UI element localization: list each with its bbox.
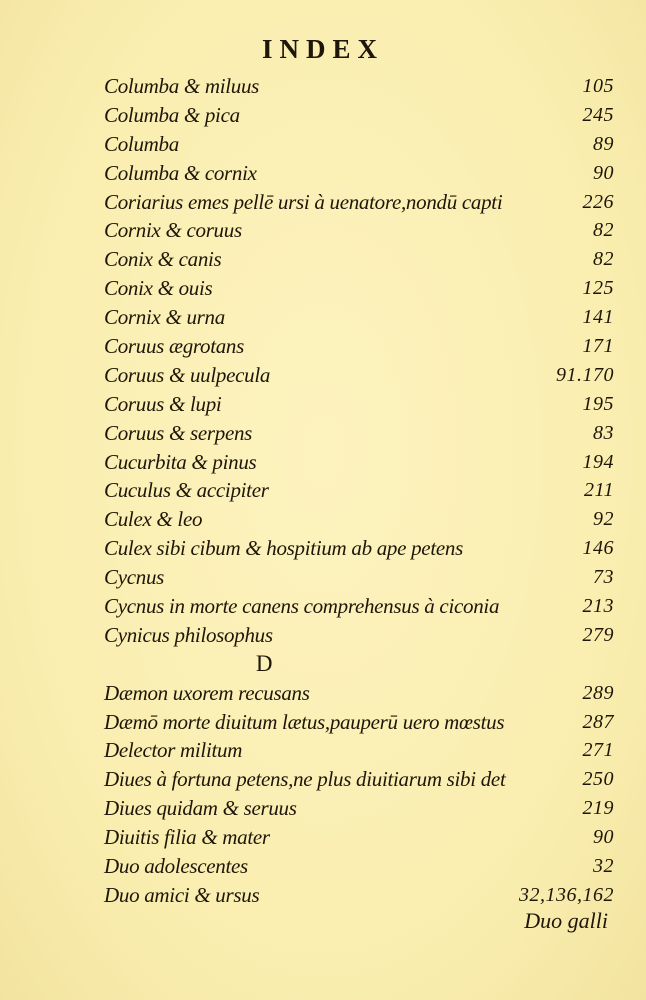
entry-page: 82 xyxy=(593,248,614,271)
index-entry xyxy=(104,476,614,505)
index-entry xyxy=(104,852,614,881)
entry-page: 32,136,162 xyxy=(519,883,614,906)
entry-page: 89 xyxy=(593,132,614,155)
entry-text: Duo amici & ursus xyxy=(104,882,260,907)
index-entry xyxy=(104,72,614,101)
entry-page: 171 xyxy=(582,335,614,358)
entry-text: Conix & canis xyxy=(104,247,222,272)
section-letter-row xyxy=(104,650,614,679)
entry-page: 213 xyxy=(582,595,614,618)
entry-text: Columba & cornix xyxy=(104,160,257,185)
index-entry xyxy=(104,621,614,650)
entry-text: Columba & miluus xyxy=(104,74,260,98)
index-entry xyxy=(104,563,614,592)
index-entry xyxy=(104,823,614,852)
entry-text: Coruus ægrotans xyxy=(104,334,245,359)
entry-text: Coruus & serpens xyxy=(104,420,253,445)
index-entry xyxy=(104,188,614,217)
entry-text: Diues quidam & seruus xyxy=(104,796,297,821)
index-entry xyxy=(104,361,614,390)
index-entry xyxy=(104,390,614,419)
entry-page: 32 xyxy=(593,855,614,878)
index-entry xyxy=(104,216,614,245)
index-entry xyxy=(104,534,614,563)
entry-page: 83 xyxy=(593,421,614,444)
entry-page: 105 xyxy=(582,75,614,97)
index-entry xyxy=(104,130,614,159)
entry-page: 73 xyxy=(593,566,614,589)
page-header: INDEX xyxy=(261,34,384,64)
entry-text: Columba & pica xyxy=(104,102,240,127)
entry-text: Duo adolescentes xyxy=(104,854,248,879)
entry-text: Cycnus in morte canens comprehensus à ciconia xyxy=(104,594,500,619)
index-entry xyxy=(104,159,614,188)
entry-page: 245 xyxy=(582,103,614,126)
index-entry xyxy=(104,101,614,130)
entry-page: 125 xyxy=(582,277,614,300)
entry-page: 194 xyxy=(582,450,614,473)
entry-page: 92 xyxy=(593,508,614,531)
entry-text: Dæmō morte diuitum lætus,pauperū uero mœstus xyxy=(104,709,505,734)
entry-page: 287 xyxy=(582,710,614,733)
entry-page: 91.170 xyxy=(556,363,614,386)
entry-text: Coriarius emes pellē ursi à uenatore,nondū capti xyxy=(104,189,503,214)
catchword: Duo galli xyxy=(524,908,608,933)
index-entry xyxy=(104,332,614,361)
index-entry xyxy=(104,245,614,274)
entry-page: 146 xyxy=(582,537,614,560)
entry-text: Delector militum xyxy=(104,738,243,763)
index-entry xyxy=(104,708,614,737)
index-entry xyxy=(104,736,614,765)
entry-page: 250 xyxy=(582,768,614,791)
entry-text: Coruus & uulpecula xyxy=(104,362,271,387)
entry-page: 279 xyxy=(582,623,614,646)
entry-page: 82 xyxy=(593,219,614,242)
entry-text: Conix & ouis xyxy=(104,276,213,301)
index-entry xyxy=(104,765,614,794)
index-entry xyxy=(104,679,614,708)
entry-text: Cucurbita & pinus xyxy=(104,449,257,474)
entry-page: 141 xyxy=(582,306,614,329)
index-entry xyxy=(104,419,614,448)
entry-text: Dæmon uxorem recusans xyxy=(104,680,310,705)
entry-page: 195 xyxy=(582,392,614,415)
entry-text: Cuculus & accipiter xyxy=(104,478,269,503)
index-entry xyxy=(104,794,614,823)
section-letter: D xyxy=(255,650,273,676)
index-entry xyxy=(104,274,614,303)
entry-text: Cynicus philosophus xyxy=(104,622,273,647)
index-entry xyxy=(104,881,614,910)
entry-text: Culex sibi cibum & hospitium ab ape petens xyxy=(104,536,463,561)
index-list xyxy=(104,72,614,910)
entry-page: 271 xyxy=(582,739,614,762)
entry-page: 289 xyxy=(582,681,614,704)
entry-page: 226 xyxy=(582,190,614,213)
entry-page: 211 xyxy=(583,479,614,502)
entry-text: Cycnus xyxy=(104,565,165,590)
entry-text: Cornix & coruus xyxy=(104,218,242,243)
entry-text: Columba xyxy=(104,131,179,156)
entry-text: Culex & leo xyxy=(104,507,203,532)
entry-text: Coruus & lupi xyxy=(104,391,222,416)
index-entry xyxy=(104,448,614,477)
entry-page: 90 xyxy=(593,826,614,849)
entry-page: 219 xyxy=(582,797,614,820)
entry-text: Diuitis filia & mater xyxy=(104,825,270,850)
index-entry xyxy=(104,505,614,534)
entry-text: Diues à fortuna petens,ne plus diuitiarum sibi det xyxy=(104,767,506,792)
entry-page: 90 xyxy=(593,161,614,184)
entry-text: Cornix & urna xyxy=(104,305,225,330)
index-entry xyxy=(104,303,614,332)
index-entry xyxy=(104,592,614,621)
